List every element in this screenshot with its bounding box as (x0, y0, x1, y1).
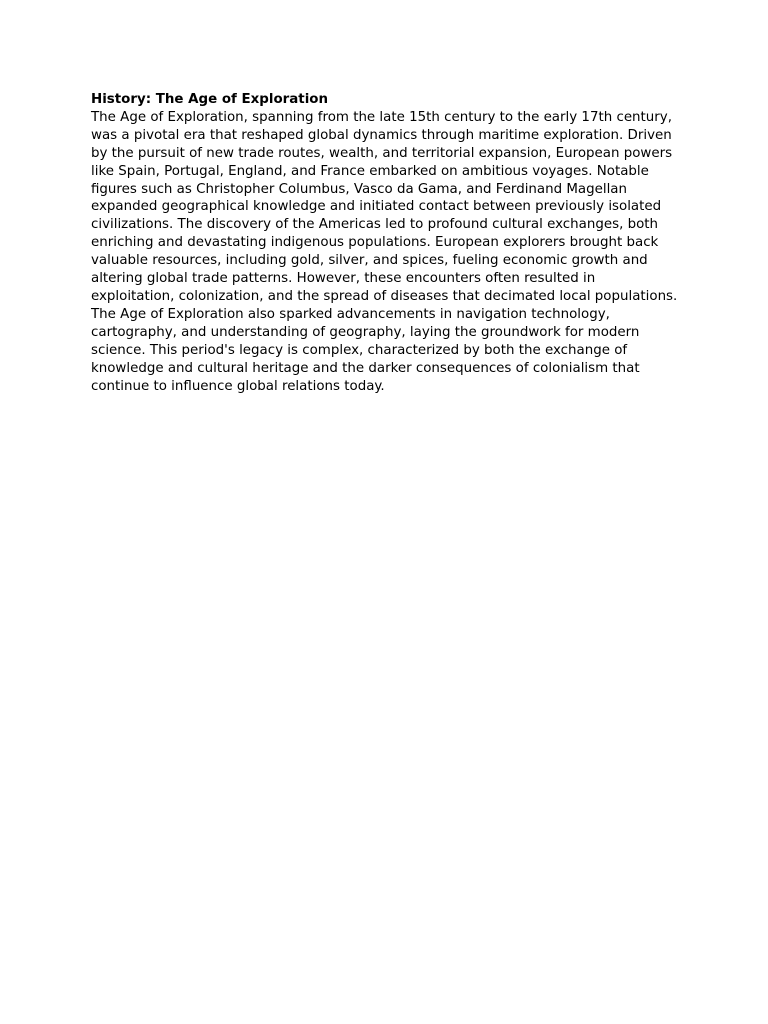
document-body-paragraph: The Age of Exploration, spanning from the late 15th century to the early 17th century, was a pivotal era that reshaped global dynamics through maritime exploration. Driven by the pursuit of new trade routes, wealth, and territorial expansion, European powers like Spain, Portugal, England, and France embarked on ambitious voyages. Notable figures such as Christopher Columbus, Vasco da Gama, and Ferdinand Magellan expanded geographical knowledge and initiated contact between previously isolated civilizations. The discovery of the Americas led to profound cultural exchanges, both enriching and devastating indigenous populations. European explorers brought back valuable resources, including gold, silver, and spices, fueling economic growth and altering global trade patterns. However, these encounters often resulted in exploitation, colonization, and the spread of diseases that decimated local populations. The Age of Exploration also sparked advancements in navigation technology, cartography, and understanding of geography, laying the groundwork for modern science. This period's legacy is complex, characterized by both the exchange of knowledge and cultural heritage and the darker consequences of colonialism that continue to influence global relations today. (91, 109, 678, 394)
document-content (91, 91, 681, 395)
document-title: History: The Age of Exploration (91, 92, 329, 107)
